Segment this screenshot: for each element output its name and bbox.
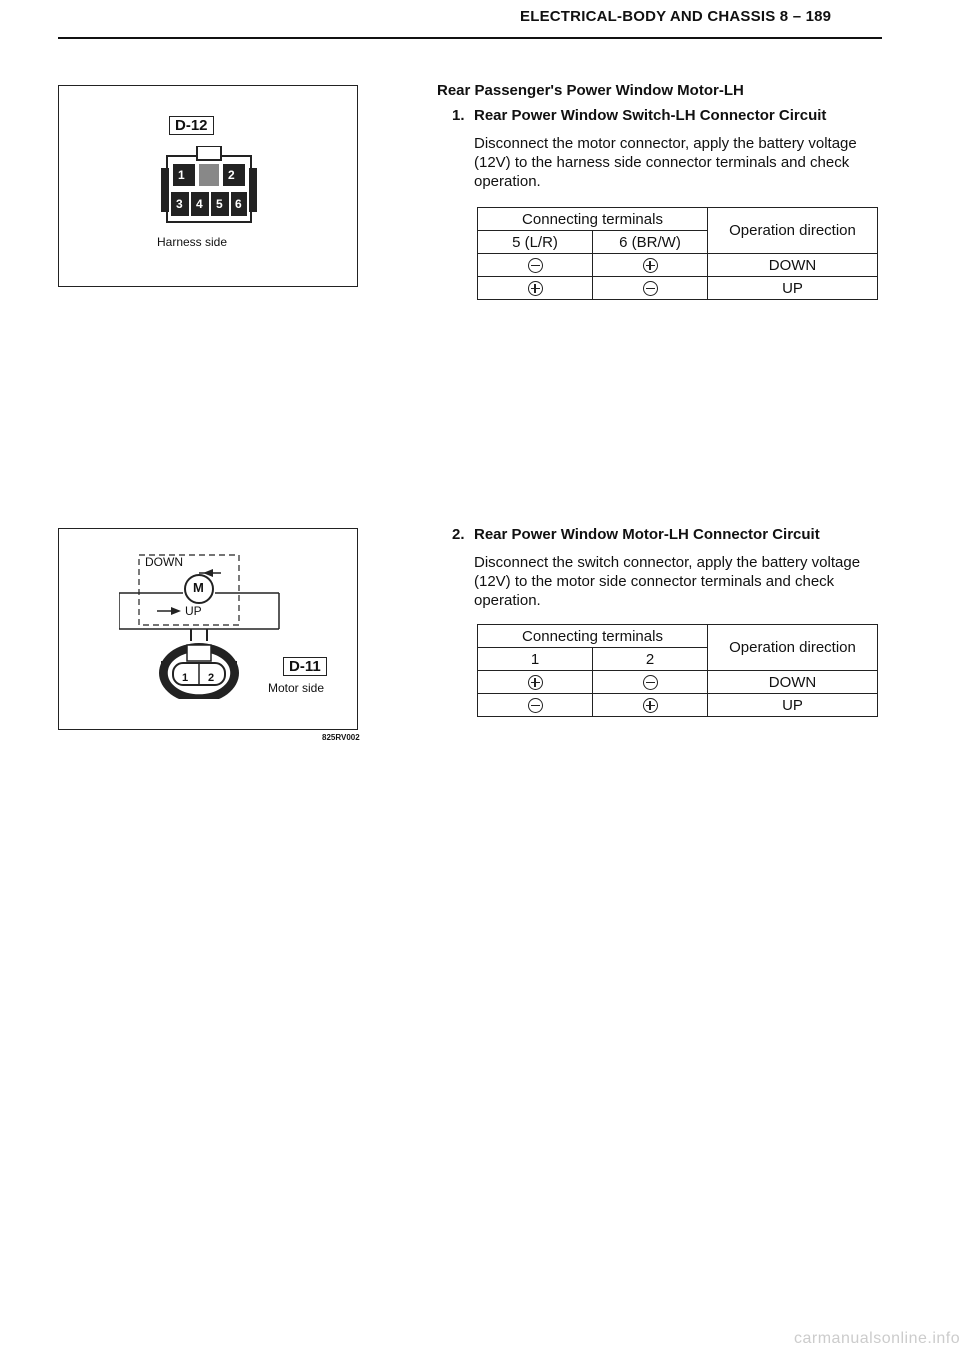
header-terminal-a: 5 (L/R) (478, 231, 593, 254)
table-row (478, 277, 878, 300)
minus-icon (643, 675, 658, 690)
header-operation-direction: Operation direction (708, 208, 878, 254)
terminal-polarity (593, 254, 708, 277)
plus-icon (528, 675, 543, 690)
terminal-table-2 (477, 624, 878, 717)
page-header: ELECTRICAL-BODY AND CHASSIS 8 – 189 (520, 8, 832, 25)
step-heading: Rear Power Window Switch-LH Connector Circuit (474, 107, 827, 124)
operation-direction: UP (708, 694, 878, 717)
minus-icon (528, 698, 543, 713)
connector-id-badge: D-11 (283, 657, 327, 676)
up-label: UP (185, 604, 202, 618)
table-row (478, 694, 878, 717)
terminal-polarity (478, 671, 593, 694)
header-terminal-b: 2 (593, 648, 708, 671)
table-row (478, 671, 878, 694)
watermark: carmanualsonline.info (794, 1330, 960, 1347)
plus-icon (528, 281, 543, 296)
minus-icon (528, 258, 543, 273)
operation-direction: DOWN (708, 671, 878, 694)
figure-motor-connector (58, 528, 358, 730)
terminal-polarity (593, 671, 708, 694)
pin-label-5: 5 (216, 197, 223, 211)
figure-harness-connector (58, 85, 358, 287)
step-instructions: Disconnect the motor connector, apply the battery voltage (12V) to the harness side connector terminals and check operation. (474, 135, 857, 190)
step-instructions: Disconnect the switch connector, apply the battery voltage (12V) to the motor side connector terminals and check operation. (474, 554, 861, 609)
step-heading: Rear Power Window Motor-LH Connector Circuit (474, 526, 820, 543)
motor-wiring-diagram (119, 549, 289, 699)
motor-pin-label-1: 1 (182, 672, 189, 684)
terminal-polarity (478, 694, 593, 717)
terminal-polarity (478, 277, 593, 300)
step-number: 2. (452, 526, 465, 543)
operation-direction: DOWN (708, 254, 878, 277)
header-connecting-terminals: Connecting terminals (478, 625, 708, 648)
step-number: 1. (452, 107, 465, 124)
terminal-polarity (478, 254, 593, 277)
down-label: DOWN (145, 555, 183, 569)
pin-label-6: 6 (235, 197, 242, 211)
plus-icon (643, 698, 658, 713)
header-terminal-a: 1 (478, 648, 593, 671)
pin-label-2: 2 (228, 168, 235, 182)
figure-caption: Motor side (268, 681, 325, 695)
pin-label-4: 4 (196, 197, 203, 211)
plus-icon (643, 258, 658, 273)
header-connecting-terminals: Connecting terminals (478, 208, 708, 231)
section-title: Rear Passenger's Power Window Motor-LH (437, 82, 744, 99)
header-operation-direction: Operation direction (708, 625, 878, 671)
header-rule (58, 37, 882, 39)
terminal-polarity (593, 277, 708, 300)
figure-caption: Harness side (157, 235, 228, 249)
table-row (478, 254, 878, 277)
pin-label-1: 1 (178, 168, 185, 182)
operation-direction: UP (708, 277, 878, 300)
header-terminal-b: 6 (BR/W) (593, 231, 708, 254)
terminal-table-1 (477, 207, 878, 300)
motor-symbol-label: M (193, 580, 204, 595)
pin-label-3: 3 (176, 197, 183, 211)
minus-icon (643, 281, 658, 296)
figure-code: 825RV002 (322, 733, 360, 742)
harness-connector-drawing (159, 146, 259, 236)
connector-id-badge: D-12 (169, 116, 214, 135)
terminal-polarity (593, 694, 708, 717)
motor-pin-label-2: 2 (208, 672, 215, 684)
